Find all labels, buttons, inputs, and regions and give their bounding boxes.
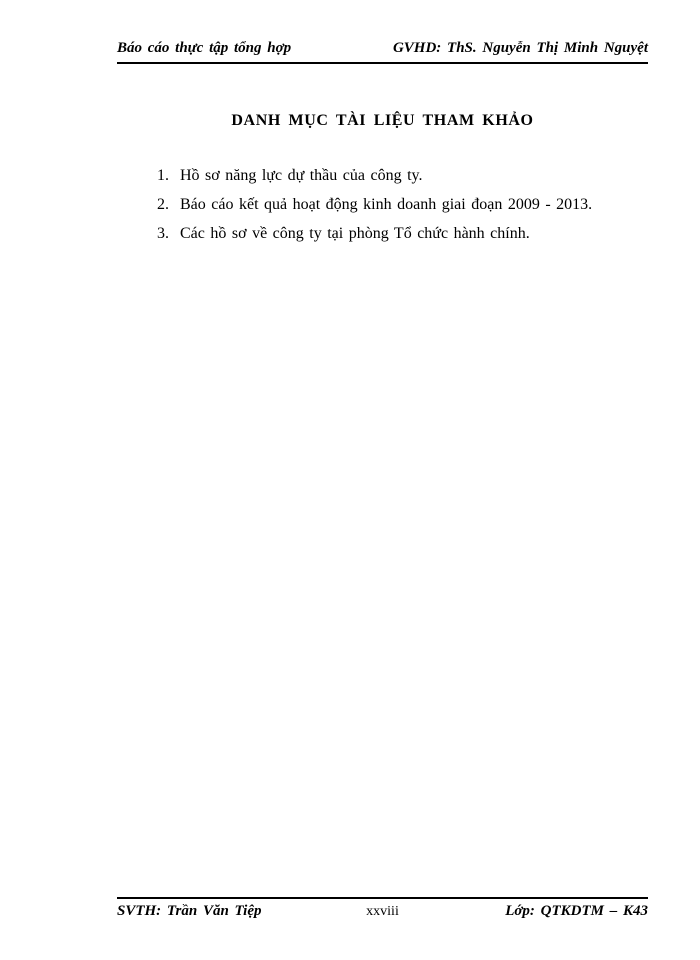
- footer-class: Lớp: QTKDTM – K43: [505, 903, 649, 919]
- list-item: [157, 224, 640, 244]
- reference-list: [157, 166, 640, 253]
- list-item: [157, 195, 640, 215]
- page-footer: [117, 897, 648, 921]
- page-header: [117, 39, 648, 64]
- footer-student: SVTH: Trần Văn Tiệp: [117, 903, 262, 919]
- list-item-number: 1.: [157, 167, 169, 184]
- list-item: [157, 166, 640, 186]
- list-item-text: Báo cáo kết quả hoạt động kinh doanh giai đoạn 2009 - 2013.: [180, 196, 593, 213]
- page-title: DANH MỤC TÀI LIỆU THAM KHẢO: [231, 112, 534, 129]
- header-advisor: GVHD: ThS. Nguyễn Thị Minh Nguyệt: [392, 40, 648, 56]
- list-item-number: 2.: [157, 196, 169, 213]
- list-item-number: 3.: [157, 225, 169, 242]
- list-item-text: Hồ sơ năng lực dự thầu của công ty.: [180, 167, 423, 184]
- footer-page-number: xxviii: [366, 904, 399, 919]
- list-item-text: Các hồ sơ về công ty tại phòng Tổ chức hành chính.: [180, 225, 530, 242]
- header-report-title: Báo cáo thực tập tổng hợp: [117, 40, 292, 56]
